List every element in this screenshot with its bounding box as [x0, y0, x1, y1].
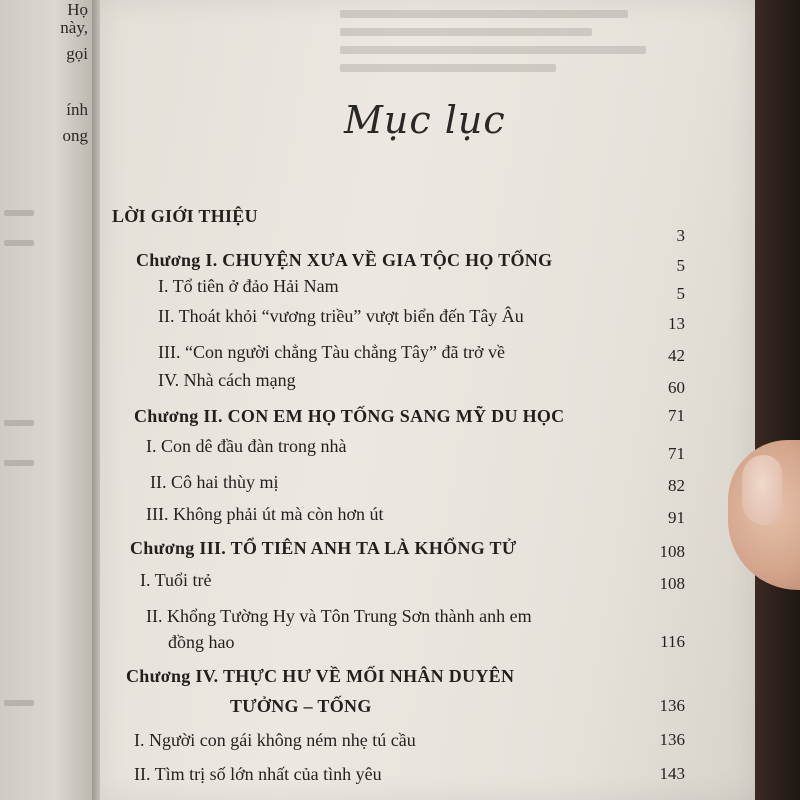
- toc-page-number: 82: [668, 476, 685, 495]
- toc-page-number: 136: [659, 730, 685, 749]
- left-page-fragment: ong: [62, 126, 88, 145]
- faint-text: [4, 700, 34, 706]
- toc-entry: [100, 342, 755, 372]
- thumbnail: [742, 455, 782, 525]
- toc-label: Chương III. TỔ TIÊN ANH TA LÀ KHỔNG TỬ: [130, 538, 517, 558]
- toc-entry: [100, 764, 755, 794]
- faint-text: [4, 210, 34, 216]
- toc-label: II. Cô hai thùy mị: [150, 472, 279, 492]
- toc-entry: [100, 730, 755, 760]
- toc-page-number: 116: [660, 632, 685, 651]
- toc-page-number: 13: [668, 314, 685, 333]
- faint-text: [4, 420, 34, 426]
- toc-label: đồng hao: [168, 632, 235, 652]
- toc-page-number: 5: [676, 284, 685, 303]
- toc-entry: [100, 306, 755, 336]
- toc-label: III. Không phải út mà còn hơn út: [146, 504, 384, 524]
- toc-entry: [100, 276, 755, 306]
- background-right: [755, 0, 800, 800]
- toc-label: Chương II. CON EM HỌ TỐNG SANG MỸ DU HỌC: [134, 406, 565, 426]
- toc-label: I. Tổ tiên ở đảo Hải Nam: [158, 276, 339, 296]
- toc-label: Chương I. CHUYỆN XƯA VỀ GIA TỘC HỌ TỐNG: [136, 250, 553, 270]
- toc-entry: [100, 538, 755, 568]
- toc-page-number: 60: [668, 378, 685, 397]
- toc-page-number: 136: [659, 696, 685, 715]
- toc-page-number: 91: [668, 508, 685, 527]
- toc-label: TƯỞNG – TỐNG: [230, 696, 372, 716]
- toc-page-number: 71: [668, 406, 685, 425]
- toc-label: IV. Nhà cách mạng: [158, 370, 296, 390]
- toc-page-number: 3: [676, 226, 685, 245]
- toc-entry: [100, 504, 755, 534]
- page-title: Mục lục: [344, 98, 506, 142]
- toc-label: I. Tuổi trẻ: [140, 570, 212, 590]
- toc-page-number: 42: [668, 346, 685, 365]
- toc-label: LỜI GIỚI THIỆU: [112, 206, 258, 226]
- book-page: [100, 0, 755, 800]
- left-page: [0, 0, 92, 800]
- toc-page-number: 5: [676, 256, 685, 275]
- toc-entry: [100, 370, 755, 400]
- toc-label: II. Tìm trị số lớn nhất của tình yêu: [134, 764, 382, 784]
- faint-text: [4, 460, 34, 466]
- toc-label: III. “Con người chẳng Tàu chẳng Tây” đã trở về: [158, 342, 506, 362]
- toc-page-number: 71: [668, 444, 685, 463]
- left-page-fragment: này,: [60, 18, 88, 37]
- left-page-fragment: Họ: [67, 0, 88, 19]
- toc-label: Chương IV. THỰC HƯ VỀ MỐI NHÂN DUYÊN: [126, 666, 515, 686]
- toc-label: II. Thoát khỏi “vương triều” vượt biển đến Tây Âu: [158, 306, 524, 326]
- toc-entry: [100, 436, 755, 466]
- toc-label: II. Khổng Tường Hy và Tôn Trung Sơn thành anh em: [146, 606, 532, 626]
- toc-entry: [100, 406, 755, 436]
- toc-label: I. Người con gái không ném nhẹ tú cầu: [134, 730, 416, 750]
- toc-entry: [100, 472, 755, 502]
- left-page-fragment: ính: [66, 100, 88, 119]
- toc-label: I. Con dê đầu đàn trong nhà: [146, 436, 347, 456]
- toc-entry: [100, 696, 755, 726]
- left-page-fragment: gọi: [66, 44, 88, 63]
- toc-page-number: 143: [659, 764, 685, 783]
- toc-entry: [100, 570, 755, 600]
- toc-page-number: 108: [659, 542, 685, 561]
- toc-page-number: 108: [659, 574, 685, 593]
- toc-entry: [100, 632, 755, 662]
- faint-text: [4, 240, 34, 246]
- toc-entry: [100, 666, 755, 696]
